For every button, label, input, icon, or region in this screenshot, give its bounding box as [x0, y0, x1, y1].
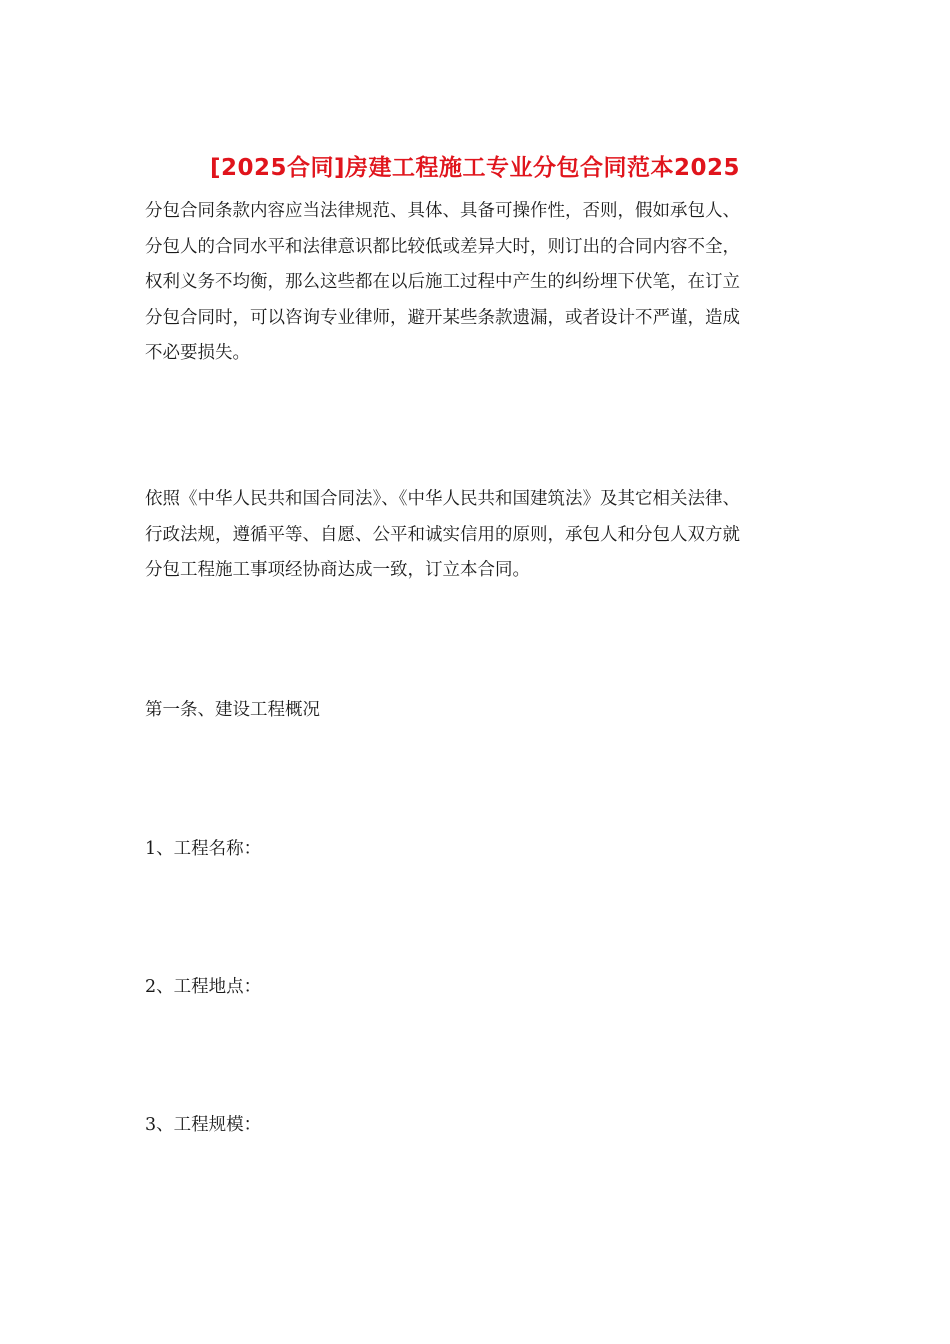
intro-line: 不必要损失。 [145, 343, 250, 363]
article-1-heading: 第一条、建设工程概况 [145, 700, 320, 720]
basis-line: 分包工程施工事项经协商达成一致，订立本合同。 [145, 560, 530, 580]
document-title: [2025合同]房建工程施工专业分包合同范本2025 [209, 155, 741, 181]
intro-line: 分包人的合同水平和法律意识都比较低或差异大时，则订出的合同内容不全， [145, 236, 740, 257]
basis-line: 依照《中华人民共和国合同法》、《中华人民共和国建筑法》及其它相关法律、 [145, 489, 740, 509]
intro-line: 分包合同时，可以咨询专业律师，避开某些条款遗漏，或者设计不严谨，造成 [145, 307, 740, 328]
legal-basis-paragraph [145, 482, 815, 589]
intro-paragraph [145, 194, 815, 372]
project-scale-item: 3、工程规模： [145, 1115, 262, 1135]
intro-line: 权利义务不均衡，那么这些都在以后施工过程中产生的纠纷埋下伏笔，在订立 [145, 272, 740, 292]
project-location-item: 2、工程地点： [145, 977, 262, 997]
project-name-item: 1、工程名称： [145, 839, 262, 859]
basis-line: 行政法规，遵循平等、自愿、公平和诚实信用的原则，承包人和分包人双方就 [145, 524, 740, 545]
intro-line: 分包合同条款内容应当法律规范、具体、具备可操作性，否则，假如承包人、 [145, 201, 740, 221]
